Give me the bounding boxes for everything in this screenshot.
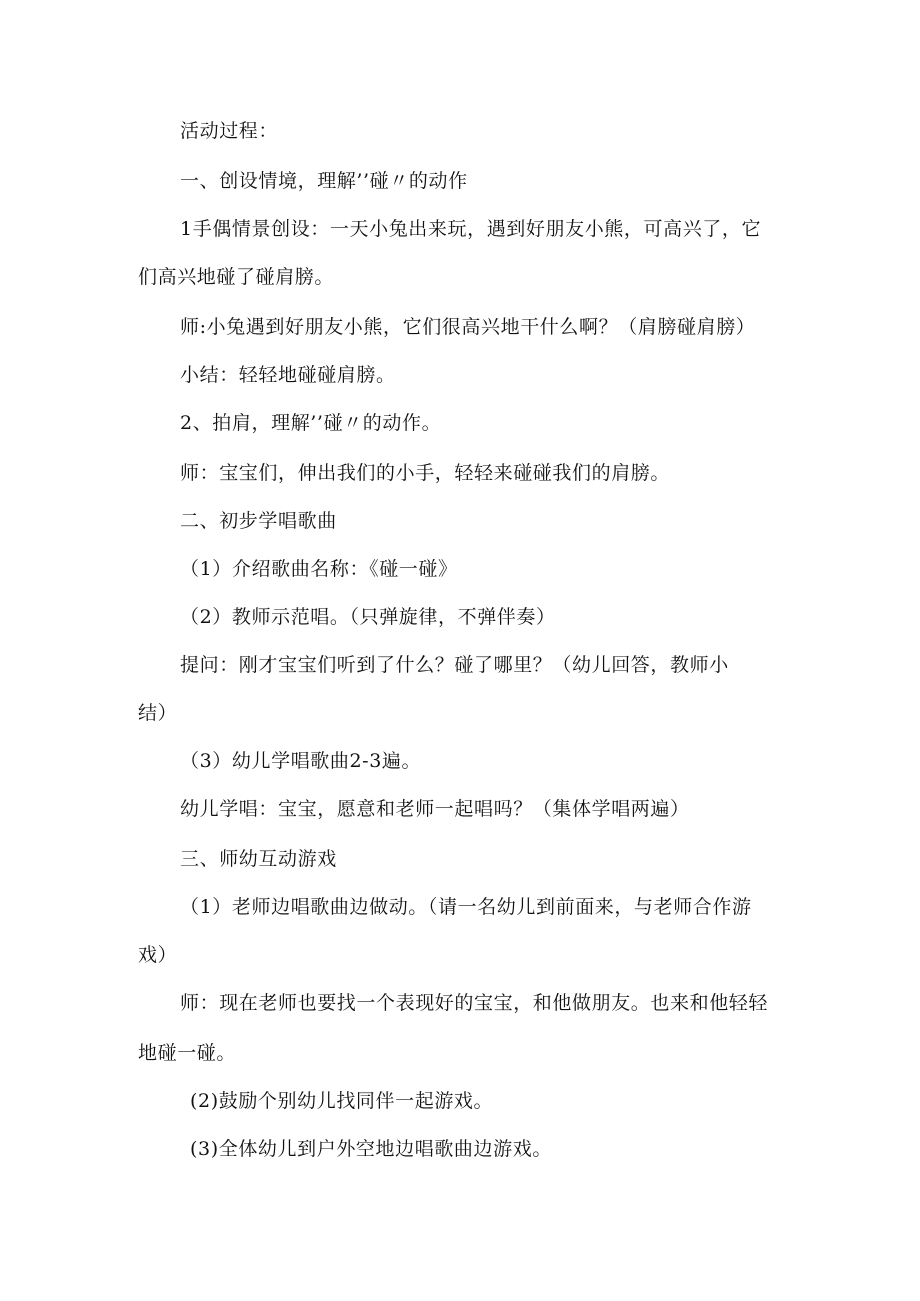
- paragraph-line: 小结：轻轻地碰碰肩膀。: [180, 364, 396, 386]
- paragraph-line: 师:小兔遇到好朋友小熊，它们很高兴地干什么啊？（肩膀碰肩膀）: [180, 316, 756, 338]
- activity-process-heading: 活动过程：: [180, 120, 279, 142]
- paragraph-line: （2）教师示范唱。（只弹旋律，不弹伴奏）: [180, 606, 556, 628]
- paragraph-line: 提问：刚才宝宝们听到了什么？碰了哪里？（幼儿回答，教师小: [180, 654, 729, 676]
- section-3-heading: 三、师幼互动游戏: [180, 848, 337, 870]
- section-1-heading: 一、创设情境，理解’’碰〃的动作: [180, 170, 468, 192]
- paragraph-line: 2、拍肩，理解’’碰〃的动作。: [180, 412, 442, 434]
- paragraph-line: 师：现在老师也要找一个表现好的宝宝，和他做朋友。也来和他轻轻: [180, 992, 769, 1014]
- paragraph-line: 们高兴地碰了碰肩膀。: [138, 266, 335, 288]
- paragraph-line: （3）幼儿学唱歌曲2-3遍。: [180, 750, 422, 772]
- paragraph-line: (3)全体幼儿到户外空地边唱歌曲边游戏。: [190, 1138, 552, 1160]
- paragraph-line: 师：宝宝们，伸出我们的小手，轻轻来碰碰我们的肩膀。: [180, 462, 671, 484]
- paragraph-line: 幼儿学唱：宝宝，愿意和老师一起唱吗？（集体学唱两遍）: [180, 798, 690, 820]
- paragraph-line: （1）老师边唱歌曲边做动。（请一名幼儿到前面来，与老师合作游: [180, 896, 752, 918]
- paragraph-line: （1）介绍歌曲名称：《碰一碰》: [180, 558, 458, 580]
- paragraph-line: 戏）: [138, 944, 178, 966]
- paragraph-line: 地碰一碰。: [138, 1042, 237, 1064]
- section-2-heading: 二、初步学唱歌曲: [180, 510, 337, 532]
- paragraph-line: 1手偶情景创设：一天小兔出来玩，遇到好朋友小熊，可高兴了，它: [180, 218, 762, 240]
- paragraph-line: 结）: [138, 702, 178, 724]
- paragraph-line: (2)鼓励个别幼儿找同伴一起游戏。: [190, 1090, 494, 1112]
